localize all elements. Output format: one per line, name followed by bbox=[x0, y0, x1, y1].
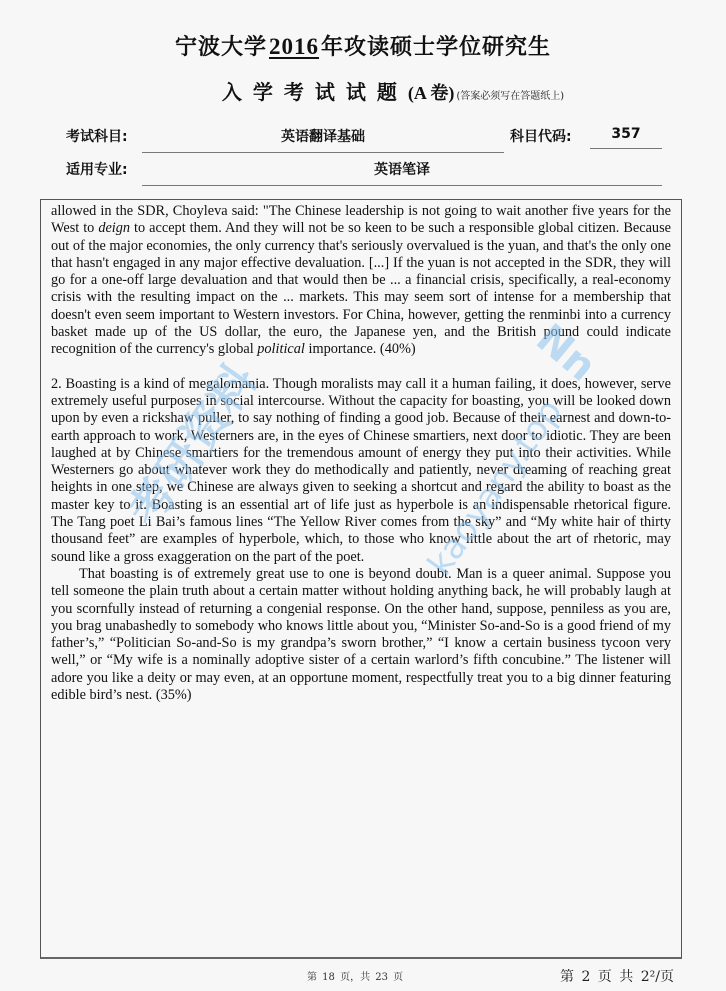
exam-subtitle bbox=[0, 76, 726, 105]
major-label: 适用专业: bbox=[66, 162, 128, 178]
question-box bbox=[40, 199, 682, 959]
passage-1-text-b: to accept them. And they will not be so keen to be such a responsible global citizen. Because out of the major economies, the only currency that's seriously overvalued is the yuan, and that's the only one that hasn't engaged in any major effective devaluation. [...] If the yuan is not accepted in the SDR, they will go for a one-off large devaluation and that would then be ... a financial crisis, specifically, a real-economy crisis with the resulting impact on the ... markets. This may seem sort of intense for a membership that doesn't even seem important to Western investors. For China, however, getting the renminbi into a currency basket made up of the US dollar, the euro, the Japanese yen, and the British pound could indicate recognition of the currency's global bbox=[51, 220, 671, 358]
answer-note: (答案必须写在答题纸上) bbox=[456, 91, 565, 102]
watermark-logo: Nn bbox=[527, 315, 605, 391]
passage-1-italic-political: political bbox=[257, 341, 305, 358]
title-suffix: 年攻读硕士学位研究生 bbox=[321, 35, 552, 60]
title-year: 2016 bbox=[269, 34, 319, 59]
paper-version: (A 卷) bbox=[407, 83, 455, 103]
pdf-page-number: 第 18 页，共 23 页 bbox=[307, 972, 404, 983]
passage-1-text-c: importance. (40%) bbox=[304, 341, 416, 358]
passage-2: 2. Boasting is a kind of megalomania. Though moralists may call it a human failing, it does, however, serve extremely useful purposes in social intercourse. Without the capacity for boasting, you will be looked down upon by even a rickshaw puller, to say nothing of finding a good job. Because of their earnest and down-to-earth approach to work, Westerners are, in the eyes of Chinese smartiers, next door to idiotic. They are been laughed at by Chinese smartiers for the tremendous amount of energy they put into their activities. While Westerners go about whatever work they do methodically and patiently, never dreaming of reaching great heights in one step, we Chinese are always given to seeking a shortcut and regard the ability to boast as the master key to it. Boasting is an essential art of life just as hyperbole is an indispensable rhetorical figure. The Tang poet Li Bai’s famous lines “The Yellow River comes from the sky” and “My white hair of thirty thousand feet” are examples of hyperbole, which, to those who know little about the art of rhetoric, may sound like a gross exaggeration on the part of the poet. bbox=[51, 375, 671, 565]
passage-1-text-a: allowed in the SDR, Choyleva said: "The Chinese leadership is not going to wait another five years for the West to bbox=[51, 203, 671, 237]
subtitle-main: 入学考试试题 bbox=[221, 80, 408, 104]
exam-title bbox=[0, 30, 726, 61]
subject-value: 英语翻译基础 bbox=[142, 126, 504, 153]
passage-2-paragraph-2: That boasting is of extremely great use to one is beyond doubt. Man is a queer animal. Suppose you tell someone the plain truth about a certain matter without holding anything back, he will probably laugh at you scornfully instead of returning a congenial response. On the other hand, suppose, penniless as you are, you brag unabashedly to somebody who knows little about you, “Minister So-and-So is a good friend of my father’s,” “Politician So-and-So is my grandpa’s sworn brother,” “I know a certain business tycoon very well,” or “My wife is a nominally adoptive sister of a certain warlord’s fifth concubine.” The listener will adore you like a deity or may even, at an opportune moment, respectfully treat you to a big dinner featuring edible bird’s nest. (35%) bbox=[51, 565, 671, 704]
watermark-cn: 考研资料 bbox=[117, 354, 268, 537]
paragraph-gap bbox=[51, 359, 671, 376]
subject-label: 考试科目: bbox=[66, 129, 128, 145]
passage-1-continued bbox=[51, 203, 671, 359]
code-label: 科目代码: bbox=[510, 129, 572, 145]
watermark-site: kaoyany.top bbox=[420, 392, 571, 583]
title-prefix: 宁波大学 bbox=[174, 35, 267, 60]
passage-1-italic-deign: deign bbox=[98, 220, 131, 237]
major-value: 英语笔译 bbox=[142, 159, 662, 186]
code-value: 357 bbox=[590, 126, 662, 149]
exam-page-number: 第 2 页 共 2²/页 bbox=[560, 969, 674, 985]
